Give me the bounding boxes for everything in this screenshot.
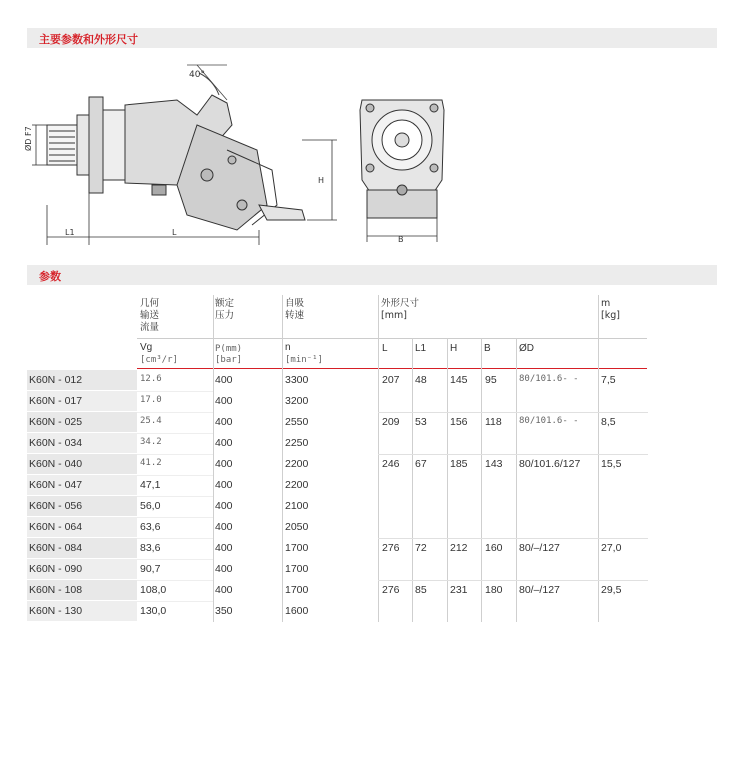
cell-D: 80/101.6/127 bbox=[519, 458, 581, 470]
header-speed: 自吸 转速 bbox=[285, 298, 305, 321]
cell-vg: 56,0 bbox=[140, 500, 161, 512]
cell-mass: 15,5 bbox=[601, 458, 622, 470]
cell-mass: 7,5 bbox=[601, 374, 616, 386]
cell-vg: 90,7 bbox=[140, 563, 161, 575]
model-name: K60N - 084 bbox=[29, 542, 83, 554]
cell-speed: 2200 bbox=[285, 479, 309, 491]
cell-D: 80/–/127 bbox=[519, 542, 560, 554]
header-pressure: 额定 压力 bbox=[215, 298, 235, 321]
cell-speed: 1700 bbox=[285, 563, 309, 575]
cell-pressure: 400 bbox=[215, 458, 233, 470]
unit-H: H bbox=[450, 343, 458, 354]
row-divider bbox=[137, 433, 213, 434]
cell-D: 80/101.6- - bbox=[519, 374, 579, 384]
cell-pressure: 400 bbox=[215, 395, 233, 407]
unit-D: ØD bbox=[519, 343, 534, 354]
cell-L: 207 bbox=[382, 374, 400, 386]
model-name: K60N - 040 bbox=[29, 458, 83, 470]
model-name: K60N - 047 bbox=[29, 479, 83, 491]
cell-speed: 3300 bbox=[285, 374, 309, 386]
h-label: H bbox=[318, 176, 325, 185]
cell-B: 118 bbox=[485, 416, 502, 428]
cell-speed: 2050 bbox=[285, 521, 309, 533]
header-displacement: 几何 输送 流量 bbox=[140, 298, 160, 333]
model-name: K60N - 108 bbox=[29, 584, 83, 596]
group-divider bbox=[378, 580, 648, 581]
cell-D: 80/101.6- - bbox=[519, 416, 579, 426]
cell-pressure: 400 bbox=[215, 542, 233, 554]
cell-L: 276 bbox=[382, 584, 400, 596]
cell-L1: 48 bbox=[415, 374, 427, 386]
header-dimensions: 外形尺寸 [mm] bbox=[381, 298, 420, 321]
table-row-model bbox=[27, 391, 137, 411]
cell-speed: 2550 bbox=[285, 416, 309, 428]
row-divider bbox=[137, 538, 213, 539]
row-divider bbox=[137, 412, 213, 413]
table-row-model bbox=[27, 601, 137, 621]
model-name: K60N - 012 bbox=[29, 374, 83, 386]
table-row-model bbox=[27, 580, 137, 600]
pump-front-view-drawing bbox=[352, 90, 452, 250]
cell-pressure: 400 bbox=[215, 563, 233, 575]
cell-L1: 72 bbox=[415, 542, 427, 554]
group-divider bbox=[378, 454, 648, 455]
table-row-model bbox=[27, 496, 137, 516]
cell-B: 160 bbox=[485, 542, 503, 554]
unit-p-unit: [bar] bbox=[215, 355, 243, 365]
row-divider bbox=[137, 580, 213, 581]
cell-pressure: 400 bbox=[215, 584, 233, 596]
table-row-model bbox=[27, 370, 137, 390]
table-row-model bbox=[27, 517, 137, 537]
header-mass: m [kg] bbox=[601, 298, 620, 321]
section-title: 主要参数和外形尺寸 bbox=[39, 33, 138, 46]
cell-mass: 29,5 bbox=[601, 584, 622, 596]
cell-vg: 47,1 bbox=[140, 479, 161, 491]
cell-vg: 83,6 bbox=[140, 542, 161, 554]
section-title: 参数 bbox=[39, 270, 61, 283]
model-name: K60N - 064 bbox=[29, 521, 83, 533]
unit-n-unit: [min⁻¹] bbox=[285, 355, 323, 365]
col-sep bbox=[598, 295, 599, 622]
cell-speed: 3200 bbox=[285, 395, 309, 407]
model-name: K60N - 090 bbox=[29, 563, 83, 575]
cell-pressure: 400 bbox=[215, 521, 233, 533]
group-divider bbox=[378, 538, 648, 539]
cell-pressure: 400 bbox=[215, 416, 233, 428]
row-divider bbox=[137, 559, 213, 560]
cell-pressure: 350 bbox=[215, 605, 233, 617]
cell-H: 212 bbox=[450, 542, 468, 554]
unit-n: n bbox=[285, 342, 291, 353]
b-label: B bbox=[398, 235, 404, 244]
cell-pressure: 400 bbox=[215, 500, 233, 512]
cell-H: 185 bbox=[450, 458, 468, 470]
table-row-model bbox=[27, 559, 137, 579]
l-label: L bbox=[172, 228, 177, 237]
unit-L: L bbox=[382, 343, 388, 354]
section-header-main-params bbox=[27, 28, 717, 48]
cell-L1: 85 bbox=[415, 584, 427, 596]
cell-speed: 2100 bbox=[285, 500, 309, 512]
table-row-model bbox=[27, 412, 137, 432]
cell-vg: 108,0 bbox=[140, 584, 167, 596]
cell-pressure: 400 bbox=[215, 374, 233, 386]
cell-H: 231 bbox=[450, 584, 468, 596]
cell-vg: 17.0 bbox=[140, 395, 162, 405]
cell-L: 209 bbox=[382, 416, 400, 428]
unit-vg: Vg bbox=[140, 342, 153, 353]
unit-p: P(mm) bbox=[215, 344, 243, 354]
model-name: K60N - 017 bbox=[29, 395, 83, 407]
cell-vg: 63,6 bbox=[140, 521, 161, 533]
cell-pressure: 400 bbox=[215, 479, 233, 491]
pump-side-view-drawing bbox=[24, 55, 347, 255]
cell-L: 276 bbox=[382, 542, 400, 554]
cell-speed: 1700 bbox=[285, 584, 309, 596]
col-sep bbox=[282, 295, 283, 622]
angle-label: 40° bbox=[189, 70, 205, 80]
cell-L: 246 bbox=[382, 458, 400, 470]
col-sep bbox=[378, 295, 379, 622]
diameter-label: ØD F7 bbox=[24, 126, 33, 151]
cell-mass: 8,5 bbox=[601, 416, 616, 428]
model-name: K60N - 025 bbox=[29, 416, 83, 428]
group-divider bbox=[378, 412, 648, 413]
cell-D: 80/–/127 bbox=[519, 584, 560, 596]
cell-B: 143 bbox=[485, 458, 503, 470]
cell-speed: 1600 bbox=[285, 605, 309, 617]
row-divider bbox=[137, 496, 213, 497]
cell-L1: 67 bbox=[415, 458, 427, 470]
row-divider bbox=[137, 475, 213, 476]
cell-H: 156 bbox=[450, 416, 468, 428]
table-row-model bbox=[27, 454, 137, 474]
cell-vg: 34.2 bbox=[140, 437, 162, 447]
row-divider bbox=[137, 454, 213, 455]
cell-speed: 1700 bbox=[285, 542, 309, 554]
table-row-model bbox=[27, 433, 137, 453]
cell-mass: 27,0 bbox=[601, 542, 622, 554]
cell-B: 180 bbox=[485, 584, 503, 596]
col-sep bbox=[213, 295, 214, 622]
cell-speed: 2200 bbox=[285, 458, 309, 470]
unit-L1: L1 bbox=[415, 343, 427, 354]
cell-H: 145 bbox=[450, 374, 468, 386]
cell-vg: 25.4 bbox=[140, 416, 162, 426]
cell-vg: 130,0 bbox=[140, 605, 167, 617]
cell-pressure: 400 bbox=[215, 437, 233, 449]
row-divider bbox=[137, 601, 213, 602]
model-name: K60N - 034 bbox=[29, 437, 83, 449]
cell-vg: 12.6 bbox=[140, 374, 162, 384]
row-divider bbox=[137, 517, 213, 518]
section-header-params bbox=[27, 265, 717, 285]
unit-vg-unit: [cm³/r] bbox=[140, 355, 178, 365]
model-name: K60N - 130 bbox=[29, 605, 83, 617]
cell-L1: 53 bbox=[415, 416, 427, 428]
table-row-model bbox=[27, 475, 137, 495]
l1-label: L1 bbox=[65, 228, 75, 237]
unit-B: B bbox=[484, 343, 491, 354]
cell-B: 95 bbox=[485, 374, 497, 386]
row-divider bbox=[137, 391, 213, 392]
cell-speed: 2250 bbox=[285, 437, 309, 449]
cell-vg: 41.2 bbox=[140, 458, 162, 468]
model-name: K60N - 056 bbox=[29, 500, 83, 512]
table-row-model bbox=[27, 538, 137, 558]
